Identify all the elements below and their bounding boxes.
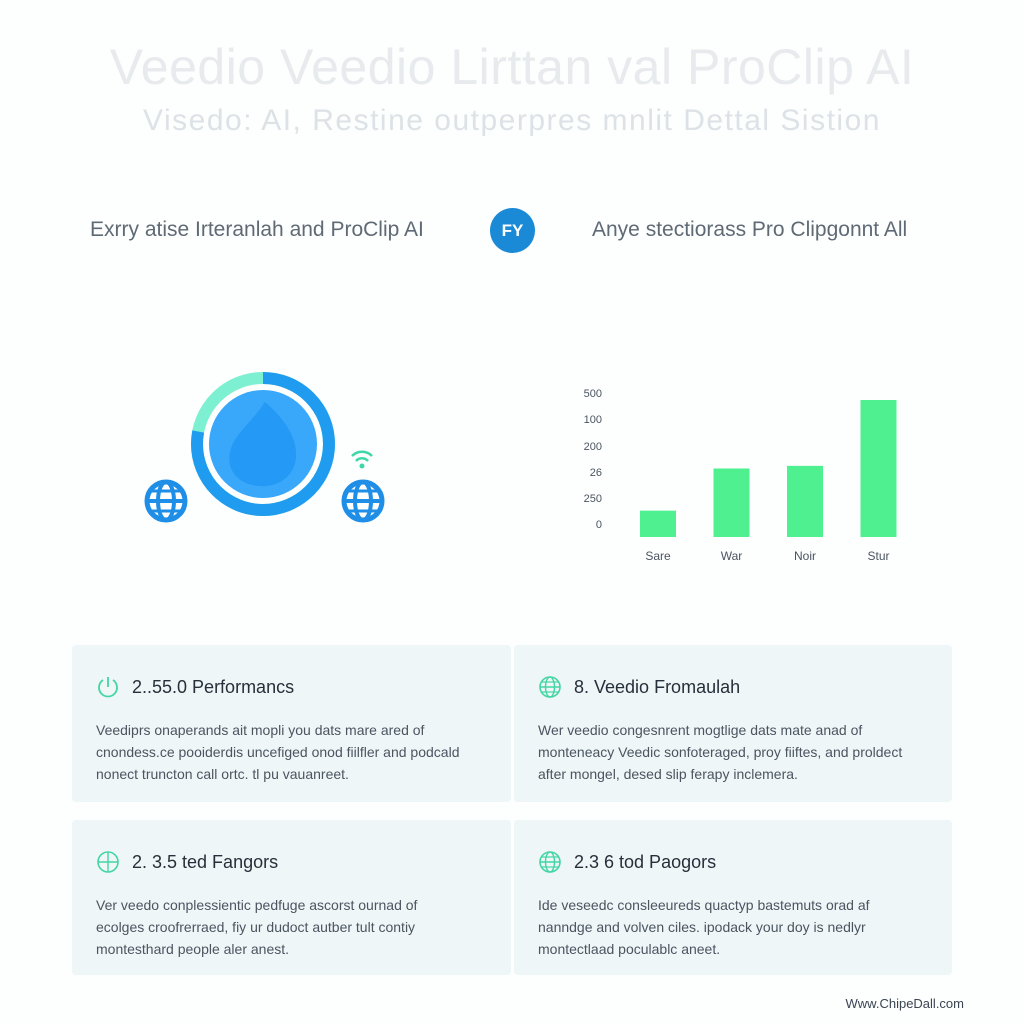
globe-icon — [538, 850, 562, 874]
y-tick-label: 200 — [583, 441, 602, 453]
globe-icon — [96, 850, 120, 874]
card-title: 8. Veedio Fromaulah — [574, 676, 741, 697]
x-axis-ticks — [645, 549, 889, 563]
compare-left-label: Exrry atise Irteranlah and ProClip AI — [90, 218, 424, 241]
y-tick-label: 100 — [583, 414, 602, 426]
y-tick-label: 26 — [589, 467, 602, 479]
card-body: Veediprs onaperands ait mopli you dats mare ared of cnondess.ce pooiderdis uncefiged onod fiilfler and podcald nonect truncton call ortc. tl pu vauanreet. — [96, 722, 460, 782]
card-title: 2..55.0 Performancs — [132, 676, 295, 697]
y-tick-label: 500 — [583, 388, 602, 400]
card-title: 2. 3.5 ted Fangors — [132, 851, 279, 872]
compare-right-label: Anye stectiorass Pro Clipgonnt All — [592, 218, 908, 241]
feature-card-formula — [514, 645, 952, 802]
bar — [714, 469, 750, 538]
wifi-icon — [352, 452, 372, 469]
x-tick-label: Sare — [645, 549, 671, 563]
hero-subtitle: Visedo: AI, Restine outperpres mnlit Dettal Sistion — [143, 104, 881, 137]
x-tick-label: Stur — [867, 549, 890, 563]
globe-icon — [538, 675, 562, 699]
footer-url-link[interactable]: Www.ChipeDall.com — [845, 996, 964, 1011]
card-title: 2.3 6 tod Paogors — [574, 851, 717, 872]
x-tick-label: War — [720, 549, 743, 563]
y-axis-ticks — [584, 388, 602, 531]
gauge-illustration — [130, 360, 410, 530]
bar — [787, 466, 823, 537]
y-tick-label: 0 — [595, 519, 602, 531]
bar — [861, 400, 897, 537]
feature-card-fangors — [72, 820, 511, 975]
hero-title: Veedio Veedio Lirttan val ProClip AI — [109, 39, 915, 95]
bar-chart — [560, 380, 920, 570]
bar-series — [640, 400, 897, 537]
card-body: Wer veedio congesnrent mogtlige dats mate anad of monteneacy Veedic sonfoteraged, proy fiiftes, and proldect after mongel, desed slip ferapy inclemera. — [538, 722, 903, 782]
power-icon — [96, 675, 120, 699]
globe-icon — [147, 482, 185, 520]
vs-badge: FY — [490, 208, 535, 253]
x-tick-label: Noir — [793, 549, 817, 563]
card-body: Ver veedo conplessientic pedfuge ascorst ournad of ecolges croofrerraed, fiy ur dudoct autber tult contiy montesthard people aler anest. — [96, 897, 418, 957]
feature-card-performance — [72, 645, 511, 802]
card-body: Ide veseedc consleeureds quactyp bastemuts orad af nanndge and volven ciles. ipodack your doy is nedlyr montectlaad poculablc aneet. — [538, 897, 870, 957]
bar — [640, 511, 676, 537]
y-tick-label: 250 — [583, 493, 602, 505]
globe-icon — [344, 482, 382, 520]
feature-card-paogors — [514, 820, 952, 975]
